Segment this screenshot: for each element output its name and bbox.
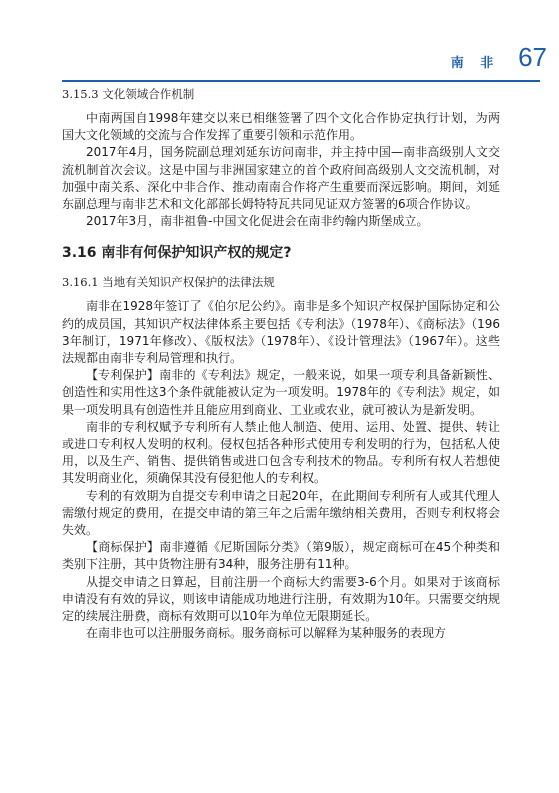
paragraph: 从提交申请之日算起，目前注册一个商标大约需要3-6个月。如果对于该商标申请没有有效的异议，则该申请能成功地进行注册，有效期为10年。只需要交纳规定的续展注册费，商标有效期可以10年为单位无限期延长。 <box>62 574 500 624</box>
page-body <box>62 86 500 642</box>
paragraph: 2017年3月，南非祖鲁-中国文化促进会在南非约翰内斯堡成立。 <box>86 214 429 229</box>
paragraph: 中南两国自1998年建交以来已相继签署了四个文化合作协定执行计划，为两国大文化领域的交流与合作发挥了重要引领和示范作用。 <box>62 111 500 143</box>
subheading-3-16-1: 3.16.1 当地有关知识产权保护的法律法规 <box>62 275 275 290</box>
page-number: 67 <box>518 42 547 72</box>
paragraph: 南非的专利权赋予专利所有人禁止他人制造、使用、运用、处置、提供、转让或进口专利权人发明的权利。侵权包括各种形式使用专利发明的行为，包括私人使用，以及生产、销售、提供销售或进口包含专利技术的物品。专利所有权人若想使其发明商业化，须确保其没有侵犯他人的专利权。 <box>62 419 500 486</box>
paragraph: 2017年4月，国务院副总理刘延东访问南非，并主持中国—南非高级别人文交流机制首次会议。这是中国与非洲国家建立的首个政府间高级别人文交流机制，对加强中南关系、深化中非合作、推动南南合作将产生重要而深远影响。期间，刘延东副总理与南非艺术和文化部部长姆特特瓦共同见证双方签署的6项合作协议。 <box>62 145 500 212</box>
subheading-3-15-3: 3.15.3 文化领域合作机制 <box>62 87 195 101</box>
paragraph: 专利的有效期为自提交专利申请之日起20年，在此期间专利所有人或其代理人需缴付规定的费用，在提交申请的第三年之后需年缴纳相关费用，否则专利权将会失效。 <box>62 488 500 538</box>
header-rule <box>62 80 540 82</box>
paragraph: 【专利保护】南非的《专利法》规定，一般来说，如果一项专利具备新颖性、创造性和实用性这3个条件就能被认定为一项发明。1978年的《专利法》规定，如果一项发明具有创造性并且能应用到商业、工业或农业，就可被认为是新发明。 <box>62 368 500 417</box>
paragraph: 南非在1928年签订了《伯尔尼公约》。南非是多个知识产权保护国际协定和公约的成员国，其知识产权法律体系主要包括《专利法》（1978年）、《商标法》（1963年制订，1971年修改）、《版权法》（1978年）、《设计管理法》（1967年）。这些法规都由南非专利局管理和执行。 <box>62 299 500 366</box>
paragraph: 在南非也可以注册服务商标。服务商标可以解释为某种服务的表现方 <box>86 626 447 641</box>
running-header-label: 南 非 <box>450 56 500 71</box>
section-heading-3-16: 3.16 南非有何保护知识产权的规定? <box>62 245 292 262</box>
paragraph: 【商标保护】南非遵循《尼斯国际分类》（第9版），规定商标可在45个种类和类别下注册，其中货物注册有34种，服务注册有11种。 <box>62 540 500 572</box>
